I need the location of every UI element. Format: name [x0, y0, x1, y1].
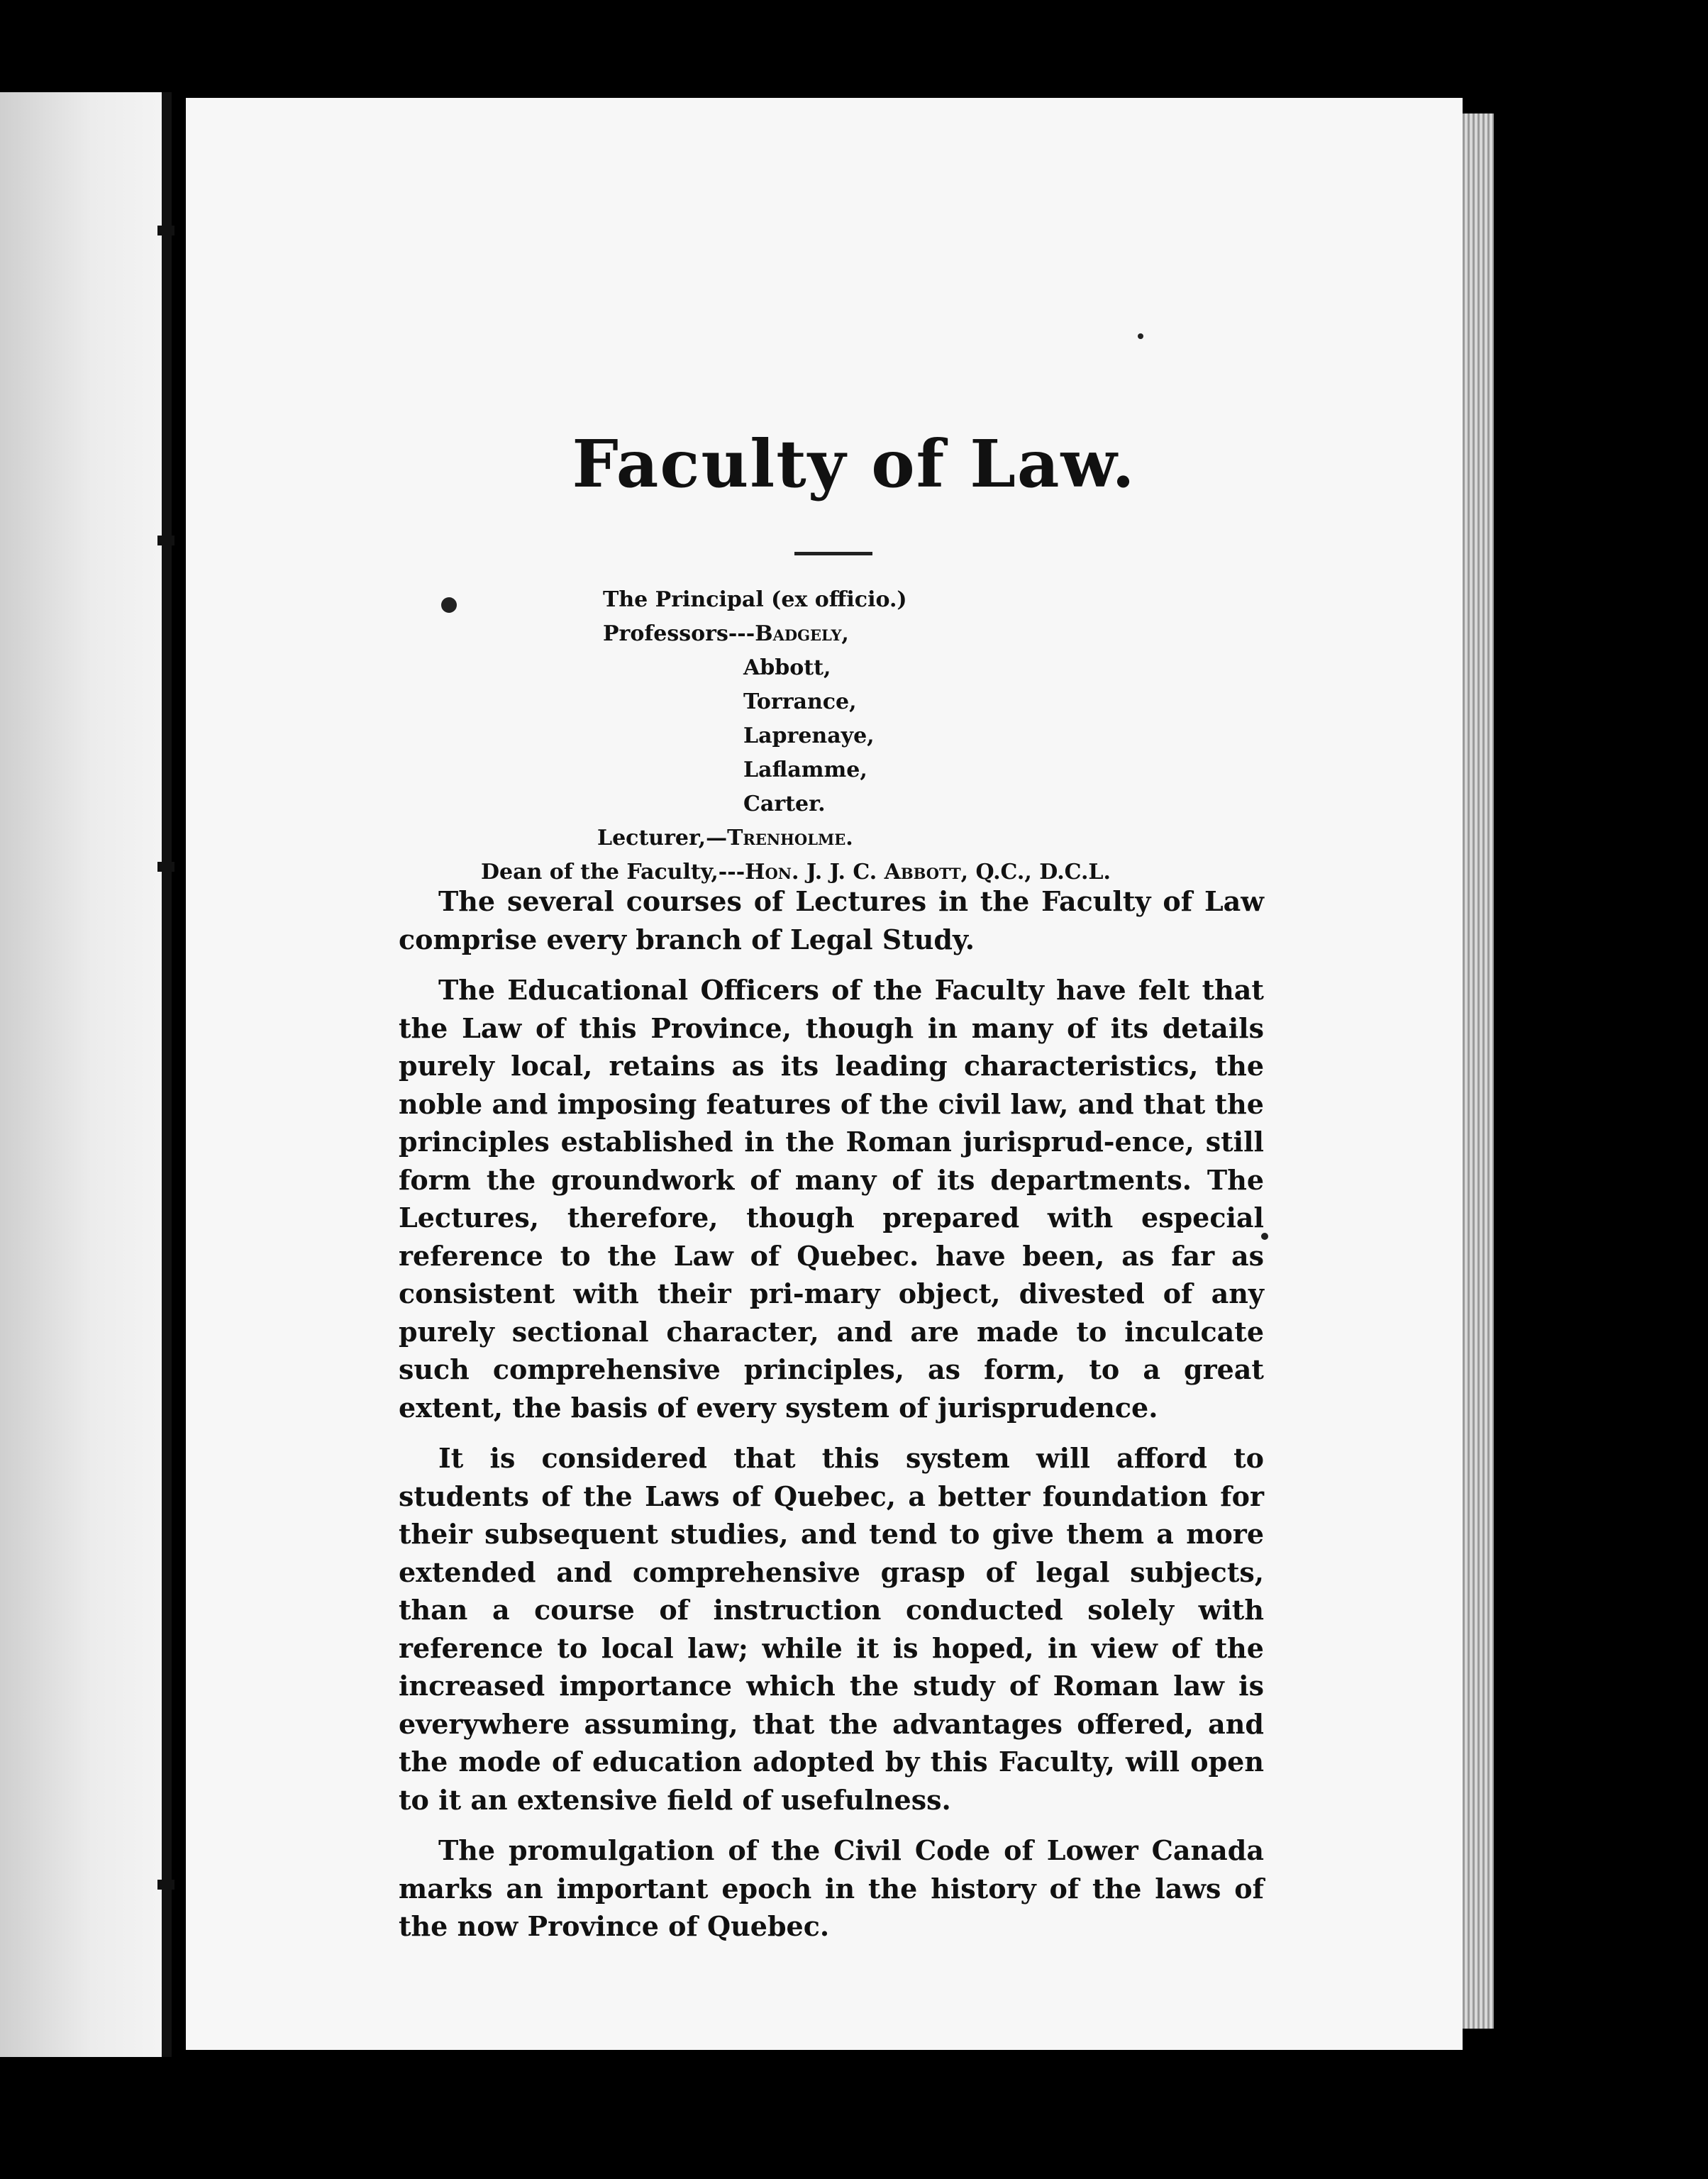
professor-name: Laflamme,	[743, 758, 867, 782]
paragraph: The several courses of Lectures in the Faculty of Law comprise every branch of Legal Study.	[399, 885, 1264, 955]
lecturer-line	[461, 821, 1312, 855]
professors-line	[461, 617, 1312, 651]
professor-name: Torrance,	[743, 689, 857, 714]
binding-mark	[157, 862, 174, 872]
page-edges	[1463, 113, 1494, 2029]
lecturer-name: Trenholme.	[727, 826, 853, 850]
paragraph: It is considered that this system will afford to students of the Laws of Quebec, a better foundation for their subsequent studies, and tend to give them a more extended and comprehensive grasp of legal subjects, than a course of instruction conducted solely with reference to local law; while it is hoped, in view of the increased importance which the study of Roman law is everywhere assuming, that the advantages offered, and the mode of education adopted by this Faculty, will open to it an extensive field of usefulness.	[399, 1442, 1264, 1816]
professor-name: Abbott,	[743, 655, 831, 680]
faculty-staff-list	[461, 583, 1312, 889]
professor-name: Laprenaye,	[743, 723, 875, 748]
page-title: Faculty of Law.	[572, 426, 1136, 502]
paragraph: The promulgation of the Civil Code of Lower Canada marks an important epoch in the history of the laws of the now Province of Quebec.	[399, 1834, 1264, 1942]
professors-label: Professors---	[603, 621, 755, 646]
professor-name: Carter.	[743, 792, 826, 816]
ink-spot	[1138, 333, 1143, 339]
lecturer-label: Lecturer,—	[597, 826, 728, 850]
title-rule	[794, 552, 872, 555]
binding-mark	[157, 1880, 174, 1890]
professor-name: Badgely,	[755, 621, 849, 646]
paragraph: The Educational Officers of the Faculty have felt that the Law of this Province, though in many of its details purely local, retains as its leading characteristics, the noble and imposing features of the civil law, and that the principles established in the Roman jurisprud-ence, still form the groundwork of many of its departments. The Lectures, therefore, though prepared with especial reference to the Law of Quebec. have been, as far as consistent with their pri-mary object, divested of any purely sectional character, and are made to inculcate such comprehensive principles, as form, to a great extent, the basis of every system of jurisprudence.	[399, 974, 1264, 1424]
principal-line: The Principal (ex officio.)	[603, 587, 907, 612]
binding-mark	[157, 536, 174, 545]
ink-spot	[441, 597, 457, 613]
binding-mark	[157, 226, 174, 235]
dean-label: Dean of the Faculty,---	[481, 860, 745, 885]
left-page	[0, 92, 167, 2057]
dean-name: Hon. J. J. C. Abbott, Q.C., D.C.L.	[745, 860, 1111, 885]
binding-spine	[162, 92, 172, 2057]
body-text	[399, 882, 1264, 1958]
